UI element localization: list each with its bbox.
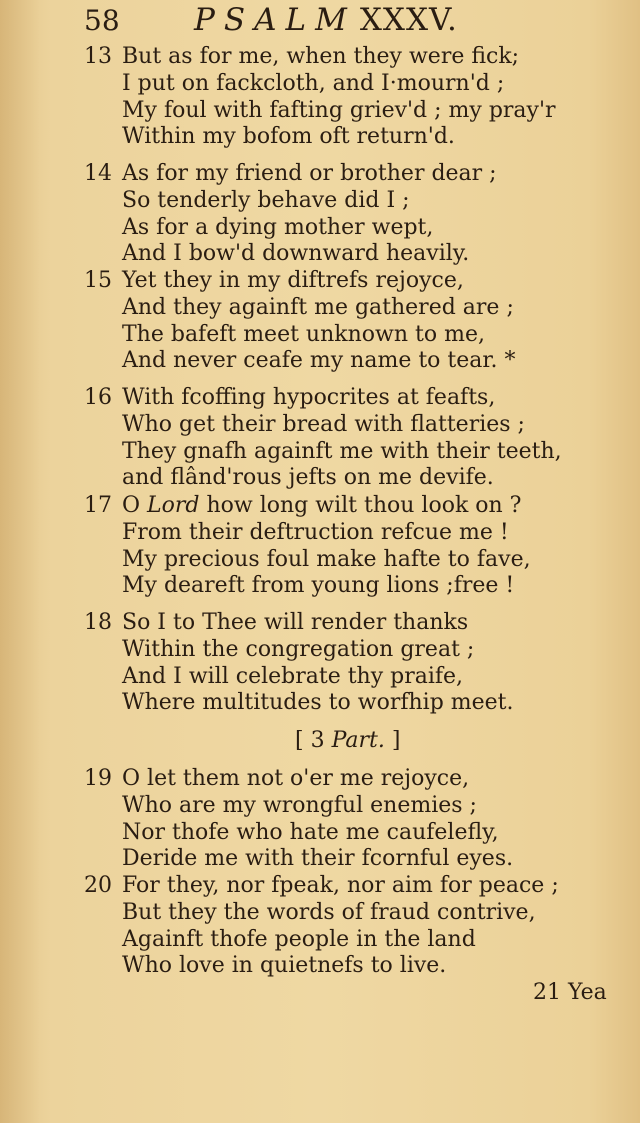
verse-number: 15 [84, 268, 112, 293]
verse-line: So I to Thee will render thanks [122, 610, 469, 635]
verse-line: But they the words of fraud contrive, [122, 899, 536, 925]
verse-line: Againft thofe people in the land [122, 926, 476, 952]
part-label: Part. [331, 728, 385, 753]
part-bracket-close: ] [384, 728, 401, 753]
stanza-18 [84, 610, 604, 717]
verse-line: And they againft me gathered are ; [122, 294, 514, 320]
catchword: 21 Yea [533, 980, 607, 1005]
verse-line: They gnafh againft me with their teeth, [122, 438, 562, 464]
verse-line: I put on fackcloth, and I·mourn'd ; [122, 70, 505, 96]
stanza-13 [84, 44, 604, 151]
verse-line: Within my bofom oft return'd. [122, 124, 455, 150]
verse-line: Who are my wrongful enemies ; [122, 792, 477, 818]
verse-line: My precious foul make hafte to fave, [122, 546, 531, 572]
running-title-word: PSALM [194, 2, 356, 38]
verse-line: Within the congregation great ; [122, 636, 475, 662]
stanza-20 [84, 873, 604, 980]
verse-line: With fcoffing hypocrites at feafts, [122, 385, 496, 410]
verse-line: For they, nor fpeak, nor aim for peace ; [122, 873, 559, 898]
verse-line: Where multitudes to worfhip meet. [122, 690, 514, 716]
verse-line: My foul with fafting griev'd ; my pray'r [122, 97, 556, 123]
page-number: 58 [84, 4, 120, 37]
verse-line: From their deftruction refcue me ! [122, 519, 509, 545]
verse-number: 16 [84, 385, 112, 410]
verse-number: 19 [84, 766, 112, 791]
verse-line: And never ceafe my name to tear. * [122, 348, 516, 374]
verse-number: 14 [84, 161, 112, 186]
page-header [84, 2, 584, 42]
verse-number: 20 [84, 873, 112, 898]
verse-number: 18 [84, 610, 112, 635]
verse-line: Who love in quietnefs to live. [122, 953, 447, 979]
verse-line: But as for me, when they were fick; [122, 44, 520, 69]
stanza-15 [84, 268, 604, 375]
stanza-16 [84, 385, 604, 492]
running-title [194, 2, 458, 38]
verse-line: O let them not o'er me rejoyce, [122, 766, 470, 791]
psalm-number: XXXV. [359, 2, 458, 38]
verse-line: Deride me with their fcornful eyes. [122, 846, 514, 872]
stanza-14 [84, 161, 604, 268]
verse-line: My deareft from young lions ;free ! [122, 573, 515, 599]
verse-line: Who get their bread with flatteries ; [122, 411, 525, 437]
verse-line: As for my friend or brother dear ; [122, 161, 497, 186]
verse-line: As for a dying mother wept, [122, 214, 434, 240]
verse-line: And I bow'd downward heavily. [122, 241, 470, 267]
verse-line: and flând'rous jefts on me devife. [122, 465, 494, 491]
verse-line: O Lord how long wilt thou look on ? [122, 493, 522, 518]
stanza-19 [84, 766, 604, 873]
verse-line: And I will celebrate thy praife, [122, 663, 464, 689]
verse-line: Nor thofe who hate me caufelefly, [122, 819, 499, 845]
verse-line: Yet they in my diftrefs rejoyce, [122, 268, 464, 293]
verse-number: 13 [84, 44, 112, 69]
part-bracket-open: [ 3 [295, 728, 332, 753]
stanza-17 [84, 493, 604, 600]
part-heading [295, 728, 400, 753]
verse-line: The bafeft meet unknown to me, [122, 321, 485, 347]
verse-number: 17 [84, 493, 112, 518]
page-edge-stain [0, 0, 40, 1123]
verse-line: So tenderly behave did I ; [122, 187, 410, 213]
